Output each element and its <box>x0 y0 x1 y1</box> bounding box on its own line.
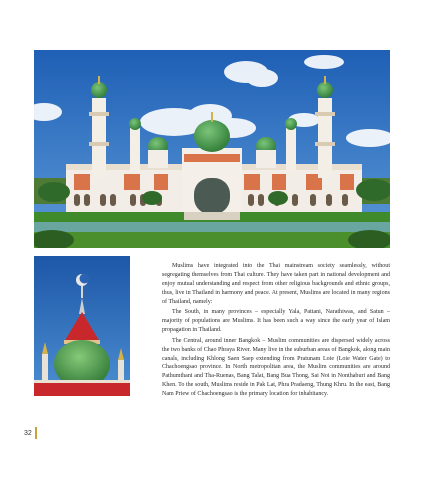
decorative-dot: · <box>385 250 387 255</box>
page-number-accent-bar <box>35 427 37 439</box>
paragraph-south: The South, in many provinces – especially Yala, Pattani, Narathiwas, and Satun – majority of populations are Muslims. It has been such a way since the early year of Islam propagation in Thailand. <box>162 309 390 334</box>
article-body <box>162 262 390 401</box>
mosque-main-photo <box>34 50 390 248</box>
paragraph-central: The Central, around inner Bangkok – Muslim communities are dispersed widely across the two banks of Chao Phraya River. Many live in the suburban areas of Bangkok, along main canals, including Khlong Saen Saep extending from Pratunam Loie (Loie Water Gate) to Chachoengsao province. In North metropolitan area, the Muslim communities are around Pathumthani and Tha-Ruenas, Bang Talat, Bang Bua Thong, Sai Noi in Nonthaburi and Bang Khen. To the south, Muslims reside in Pak Lat, Phra Pradaeng, Thung Khru. In the east, Bang Nam Priew of Chachoengsao is the primary location for inhabitancy. <box>162 337 390 398</box>
mosque-detail-photo <box>34 256 130 396</box>
paragraph-intro: Muslims have integrated into the Thai mainstream society seamlessly, without segregating themselves from Thai culture. They have taken part in national development and enjoy mutual understanding and respect from other religious backgrounds and ethnic groups, thus, live in Thailand in harmony and peace. At present, Muslims are located in many regions of Thailand, namely: <box>162 263 390 305</box>
page-number: 32 <box>24 430 32 437</box>
